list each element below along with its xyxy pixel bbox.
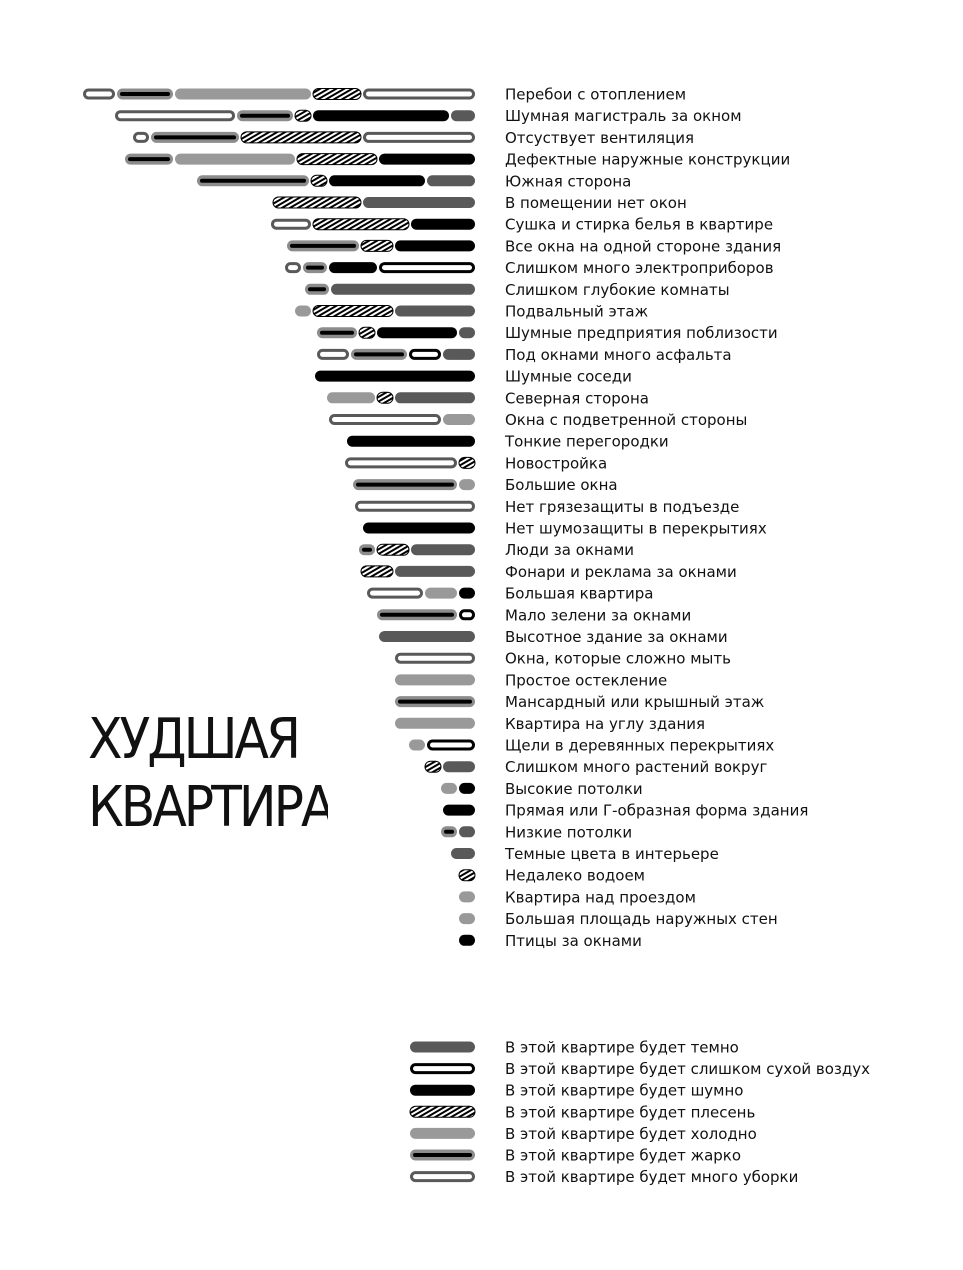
bar-segment-noise — [329, 175, 425, 186]
legend-label: В этой квартире будет темно — [505, 1038, 739, 1057]
bar-segment-dark — [427, 175, 475, 186]
bar-row — [395, 718, 475, 729]
legend-item-mold — [410, 1103, 755, 1121]
bar-row — [115, 110, 475, 121]
bar-segment-cold — [395, 674, 475, 685]
bar-segment-hot — [287, 240, 359, 251]
title-line-2: КВАРТИРА — [88, 775, 328, 840]
bar-row — [295, 306, 475, 317]
row-label: Темные цвета в интерьере — [505, 845, 719, 863]
bar-segment-hot — [317, 327, 357, 338]
bar-segment-mold — [311, 175, 327, 186]
row-label: Люди за окнами — [505, 541, 635, 560]
bar-segment-dark — [395, 392, 475, 403]
row-label: Мансардный или крышный этаж — [505, 693, 765, 712]
bar-segment-hot — [303, 262, 327, 273]
bar-row — [317, 327, 475, 338]
bar-segment-mold — [273, 197, 361, 208]
row-label: Недалеко водоем — [505, 866, 646, 885]
bar-segment-hot — [395, 696, 475, 707]
bar-segment-noise — [363, 523, 475, 534]
bar-segment-dark — [379, 631, 475, 642]
bar-row — [441, 826, 475, 837]
bar-segment-cleaning — [363, 132, 475, 143]
legend-item-hot — [410, 1147, 741, 1165]
row-label: Квартира над проездом — [505, 888, 696, 907]
bar-row — [379, 631, 475, 642]
bar-segment-dark — [395, 566, 475, 577]
bar-segment-cleaning — [271, 219, 311, 230]
bar-segment-hot — [377, 609, 457, 620]
bar-segment-dark — [395, 306, 475, 317]
bar-segment-noise — [459, 935, 475, 946]
bar-segment-hot — [353, 479, 457, 490]
row-label: Простое остекление — [505, 671, 668, 690]
row-label: Мало зелени за окнами — [505, 606, 692, 625]
bar-segment-dark — [443, 349, 475, 360]
bar-row — [451, 848, 475, 859]
bar-segment-dark — [411, 544, 475, 555]
bar-row — [125, 154, 475, 165]
bar-segment-hot — [117, 89, 173, 100]
row-label: Низкие потолки — [505, 823, 633, 842]
bar-segment-dry — [427, 740, 475, 751]
row-label: Все окна на одной стороне здания — [505, 237, 782, 256]
bar-segment-cold — [175, 154, 295, 165]
bar-segment-cleaning — [355, 501, 475, 512]
row-label: Шумные предприятия поблизости — [505, 324, 778, 343]
row-label: Нет шумозащиты в перекрытиях — [505, 519, 767, 538]
bar-segment-cold — [295, 306, 311, 317]
bar-segment-cold — [175, 89, 311, 100]
bar-row — [353, 479, 475, 490]
row-label: Шумные соседи — [505, 367, 632, 386]
bar-row — [317, 349, 475, 360]
bar-segment-mold — [313, 89, 361, 100]
bars-group — [83, 89, 475, 946]
bar-row — [359, 544, 475, 555]
bar-segment-cold — [395, 718, 475, 729]
bar-segment-mold — [377, 544, 409, 555]
legend-swatch-cleaning — [410, 1171, 475, 1182]
bar-segment-mold — [241, 132, 361, 143]
bar-segment-cleaning — [395, 653, 475, 664]
bar-segment-mold — [361, 566, 393, 577]
bar-segment-dark — [331, 284, 475, 295]
bar-row — [329, 414, 475, 425]
bar-segment-mold — [295, 110, 311, 121]
row-label: Квартира на углу здания — [505, 714, 706, 733]
row-label: Фонари и реклама за окнами — [505, 562, 737, 581]
bar-row — [377, 609, 475, 620]
bar-segment-cold — [443, 414, 475, 425]
row-label: Сушка и стирка белья в квартире — [505, 215, 774, 234]
bar-segment-noise — [395, 240, 475, 251]
bar-segment-cleaning — [133, 132, 149, 143]
bar-segment-cold — [459, 479, 475, 490]
bar-segment-mold — [297, 154, 377, 165]
bar-row — [361, 566, 475, 577]
bar-segment-cold — [459, 913, 475, 924]
bar-segment-dark — [451, 110, 475, 121]
legend-item-cold — [410, 1125, 757, 1143]
row-label: Под окнами много асфальта — [505, 345, 732, 364]
bar-segment-cleaning — [115, 110, 235, 121]
bar-segment-noise — [313, 110, 449, 121]
row-label: Дефектные наружные конструкции — [505, 150, 791, 169]
legend-item-dry — [410, 1060, 870, 1078]
bar-segment-noise — [379, 154, 475, 165]
bar-row — [273, 197, 475, 208]
bar-segment-cleaning — [363, 89, 475, 100]
row-label: Слишком много электроприборов — [505, 259, 774, 278]
row-label: Большая площадь наружных стен — [505, 910, 778, 929]
bar-segment-hot — [125, 154, 173, 165]
legend-item-dark — [410, 1039, 739, 1057]
bar-segment-noise — [329, 262, 377, 273]
bar-row — [363, 523, 475, 534]
bar-row — [425, 761, 475, 772]
bar-row — [395, 696, 475, 707]
bar-segment-mold — [359, 327, 375, 338]
bar-segment-noise — [411, 219, 475, 230]
bar-row — [287, 240, 475, 251]
row-label: Окна, которые сложно мыть — [505, 649, 731, 668]
bar-segment-dry — [459, 609, 475, 620]
bar-segment-cold — [327, 392, 375, 403]
bar-row — [459, 913, 475, 924]
bar-segment-hot — [237, 110, 293, 121]
bar-row — [197, 175, 475, 186]
bar-segment-dark — [459, 826, 475, 837]
row-labels-group — [504, 86, 808, 950]
bar-row — [459, 870, 475, 881]
bar-segment-noise — [377, 327, 457, 338]
row-label: Большая квартира — [505, 584, 654, 603]
row-label: Северная сторона — [505, 389, 649, 408]
row-label: Слишком много растений вокруг — [505, 758, 768, 777]
bar-row — [443, 805, 475, 816]
legend-swatch-dry — [410, 1063, 475, 1074]
bar-segment-dark — [451, 848, 475, 859]
bar-segment-mold — [459, 870, 475, 881]
row-label: Перебои с отоплением — [505, 85, 687, 104]
bar-segment-cleaning — [367, 588, 423, 599]
row-label: Высотное здание за окнами — [505, 628, 728, 646]
bar-row — [459, 891, 475, 902]
legend-label: В этой квартире будет холодно — [505, 1124, 757, 1143]
bar-row — [83, 89, 475, 100]
row-label: Тонкие перегородки — [505, 432, 669, 451]
row-label: Нет грязезащиты в подъезде — [505, 497, 740, 516]
row-label: Отсуствует вентиляция — [505, 128, 695, 147]
row-label: Прямая или Г-образная форма здания — [505, 801, 809, 820]
legend-label: В этой квартире будет жарко — [505, 1146, 742, 1165]
bar-segment-hot — [359, 544, 375, 555]
bar-row — [285, 262, 475, 273]
bar-segment-mold — [459, 457, 475, 468]
bar-segment-mold — [377, 392, 393, 403]
bar-segment-cleaning — [329, 414, 441, 425]
row-label: Птицы за окнами — [505, 931, 642, 950]
bar-segment-mold — [425, 761, 441, 772]
legend-label: В этой квартире будет много уборки — [505, 1168, 799, 1187]
bar-segment-dark — [443, 761, 475, 772]
bar-row — [355, 501, 475, 512]
bar-segment-dark — [459, 327, 475, 338]
bar-segment-noise — [347, 436, 475, 447]
bar-row — [327, 392, 475, 403]
legend-label: В этой квартире будет шумно — [505, 1081, 744, 1100]
bar-segment-mold — [313, 306, 393, 317]
bar-segment-dark — [363, 197, 475, 208]
row-label: Высокие потолки — [505, 779, 643, 798]
bar-row — [271, 219, 475, 230]
legend-label: В этой квартире будет плесень — [505, 1103, 756, 1122]
bar-row — [367, 588, 475, 599]
bar-segment-cold — [409, 740, 425, 751]
row-label: В помещении нет окон — [505, 194, 687, 212]
bar-row — [395, 653, 475, 664]
legend-swatch-dark — [410, 1042, 475, 1053]
bar-segment-hot — [351, 349, 407, 360]
legend-label: В этой квартире будет слишком сухой воздух — [505, 1060, 871, 1079]
row-label: Щели в деревянных перекрытиях — [505, 736, 775, 755]
title-line-1: ХУДШАЯ — [88, 707, 298, 772]
bar-row — [347, 436, 475, 447]
bar-segment-cold — [425, 588, 457, 599]
bar-row — [409, 740, 475, 751]
bar-segment-cleaning — [345, 457, 457, 468]
bar-segment-hot — [197, 175, 309, 186]
bar-segment-mold — [361, 240, 393, 251]
bar-row — [315, 371, 475, 382]
bar-row — [133, 132, 475, 143]
bar-segment-hot — [441, 826, 457, 837]
row-label: Южная сторона — [505, 172, 632, 191]
bar-segment-hot — [151, 132, 239, 143]
bar-segment-dry — [379, 262, 475, 273]
bar-row — [345, 457, 475, 468]
row-label: Большие окна — [505, 476, 618, 495]
bar-segment-mold — [313, 219, 409, 230]
bar-row — [305, 284, 475, 295]
bar-row — [395, 674, 475, 685]
legend-swatch-noise — [410, 1085, 475, 1096]
row-label: Подвальный этаж — [505, 302, 649, 321]
bar-row — [459, 935, 475, 946]
legend-item-cleaning — [410, 1168, 798, 1186]
bar-segment-noise — [315, 371, 475, 382]
legend-swatch-cold — [410, 1128, 475, 1139]
row-label: Окна с подветренной стороны — [505, 411, 748, 429]
bar-segment-cold — [459, 891, 475, 902]
bar-segment-noise — [459, 588, 475, 599]
bar-segment-hot — [305, 284, 329, 295]
row-label: Новостройка — [505, 454, 608, 473]
legend-swatch-hot — [410, 1150, 475, 1161]
bar-segment-noise — [459, 783, 475, 794]
bar-segment-noise — [443, 805, 475, 816]
bar-segment-dry — [409, 349, 441, 360]
legend — [410, 1039, 870, 1187]
row-label: Слишком глубокие комнаты — [505, 280, 730, 299]
legend-item-noise — [410, 1082, 743, 1100]
bar-row — [441, 783, 475, 794]
bar-segment-cold — [441, 783, 457, 794]
legend-swatch-mold — [410, 1106, 475, 1117]
row-label: Шумная магистраль за окном — [505, 107, 742, 126]
bar-segment-cleaning — [317, 349, 349, 360]
bar-segment-cleaning — [83, 89, 115, 100]
bar-segment-cleaning — [285, 262, 301, 273]
